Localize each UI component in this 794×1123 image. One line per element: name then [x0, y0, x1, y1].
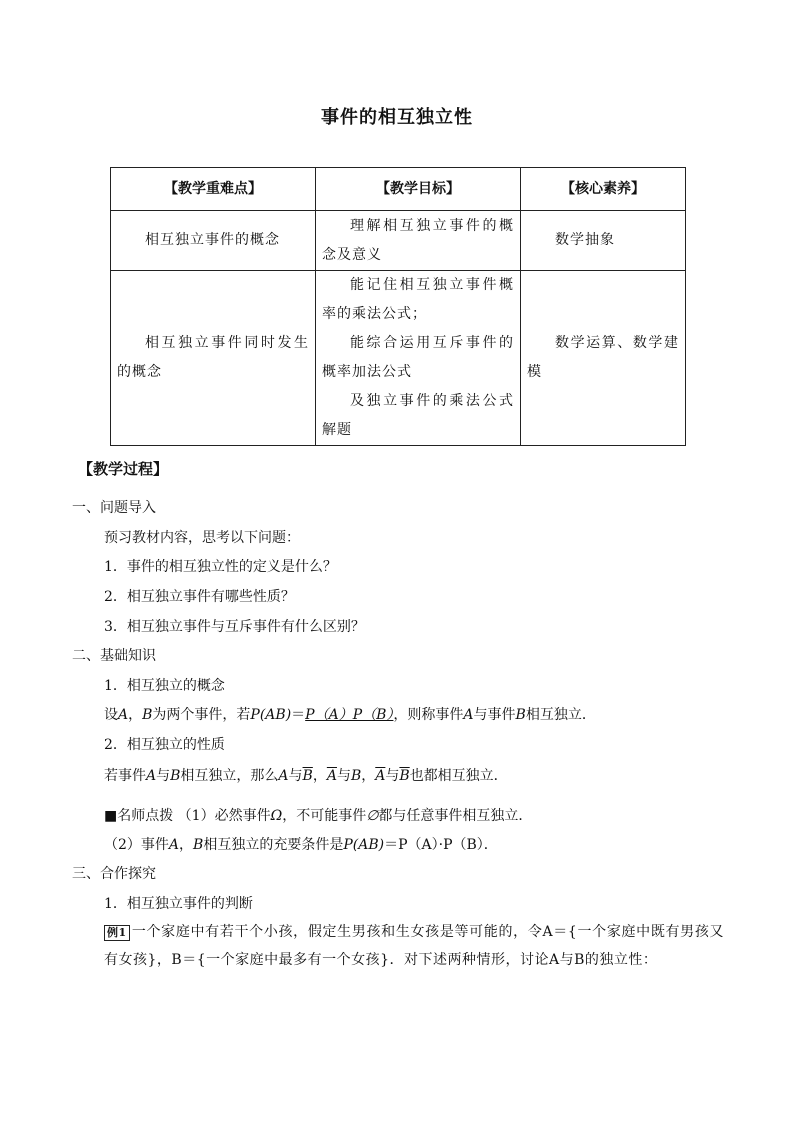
subheading: 2．相互独立的性质: [104, 737, 225, 753]
table-cell-goal: [316, 271, 521, 446]
tip-text: （2）事件A，B相互独立的充要条件是P(AB)＝P（A）·P（B）．: [104, 837, 498, 853]
overview-table: [110, 167, 686, 446]
process-heading: 【教学过程】: [78, 460, 169, 478]
table-row: [111, 211, 686, 271]
definition-text: 设A，B为两个事件，若P(AB)＝P（A）P（B），则称事件A与事件B相互独立．: [104, 707, 596, 723]
goal-line: 能记住相互独立事件概率的乘法公式；: [322, 277, 514, 322]
table-header: 【教学重难点】: [111, 168, 316, 211]
table-header-row: [111, 168, 686, 211]
table-cell-literacy: 数学运算、数学建模: [521, 271, 686, 446]
intro-text: 预习教材内容，思考以下问题：: [104, 530, 300, 546]
section-heading: 二、基础知识: [72, 648, 156, 664]
section-heading: 一、问题导入: [72, 500, 156, 516]
goal-line: 及独立事件的乘法公式解题: [322, 393, 514, 438]
question-item: 3．相互独立事件与互斥事件有什么区别？: [104, 619, 365, 635]
goal-line: 能综合运用互斥事件的概率加法公式: [322, 335, 514, 380]
property-text: 若事件A与B相互独立，那么A与$\overline{B}$，$\overline{A}$与B，$\overline{A}$与$\overline{B}$也都相互独立．: [104, 768, 508, 784]
question-item: 1．事件的相互独立性的定义是什么？: [104, 559, 337, 575]
table-cell-literacy: 数学抽象: [521, 211, 686, 271]
example-paragraph: 例1 一个家庭中有若干个小孩，假定生男孩和生女孩是等可能的，令A＝{一个家庭中既有男孩又有女孩}，B＝{一个家庭中最多有一个女孩}．对下述两种情形，讨论A与B的独立性：: [104, 924, 724, 968]
table-cell-difficulty: 相互独立事件的概念: [111, 211, 316, 271]
table-cell-difficulty: 相互独立事件同时发生的概念: [111, 271, 316, 446]
subheading: 1．相互独立事件的判断: [104, 896, 253, 912]
page-title: 事件的相互独立性: [321, 107, 473, 128]
formula-blank: P（A）P（B）: [305, 707, 394, 723]
table-cell-goal: 理解相互独立事件的概念及意义: [316, 211, 521, 271]
table-header: 【核心素养】: [521, 168, 686, 211]
section-heading: 三、合作探究: [72, 866, 156, 882]
subheading: 1．相互独立的概念: [104, 678, 225, 694]
question-item: 2．相互独立事件有哪些性质？: [104, 589, 295, 605]
example-badge: 例1: [104, 925, 130, 941]
table-row: [111, 271, 686, 446]
tip-text: ■名师点拨 （1）必然事件Ω，不可能事件∅都与任意事件相互独立．: [104, 808, 533, 824]
table-header: 【教学目标】: [316, 168, 521, 211]
